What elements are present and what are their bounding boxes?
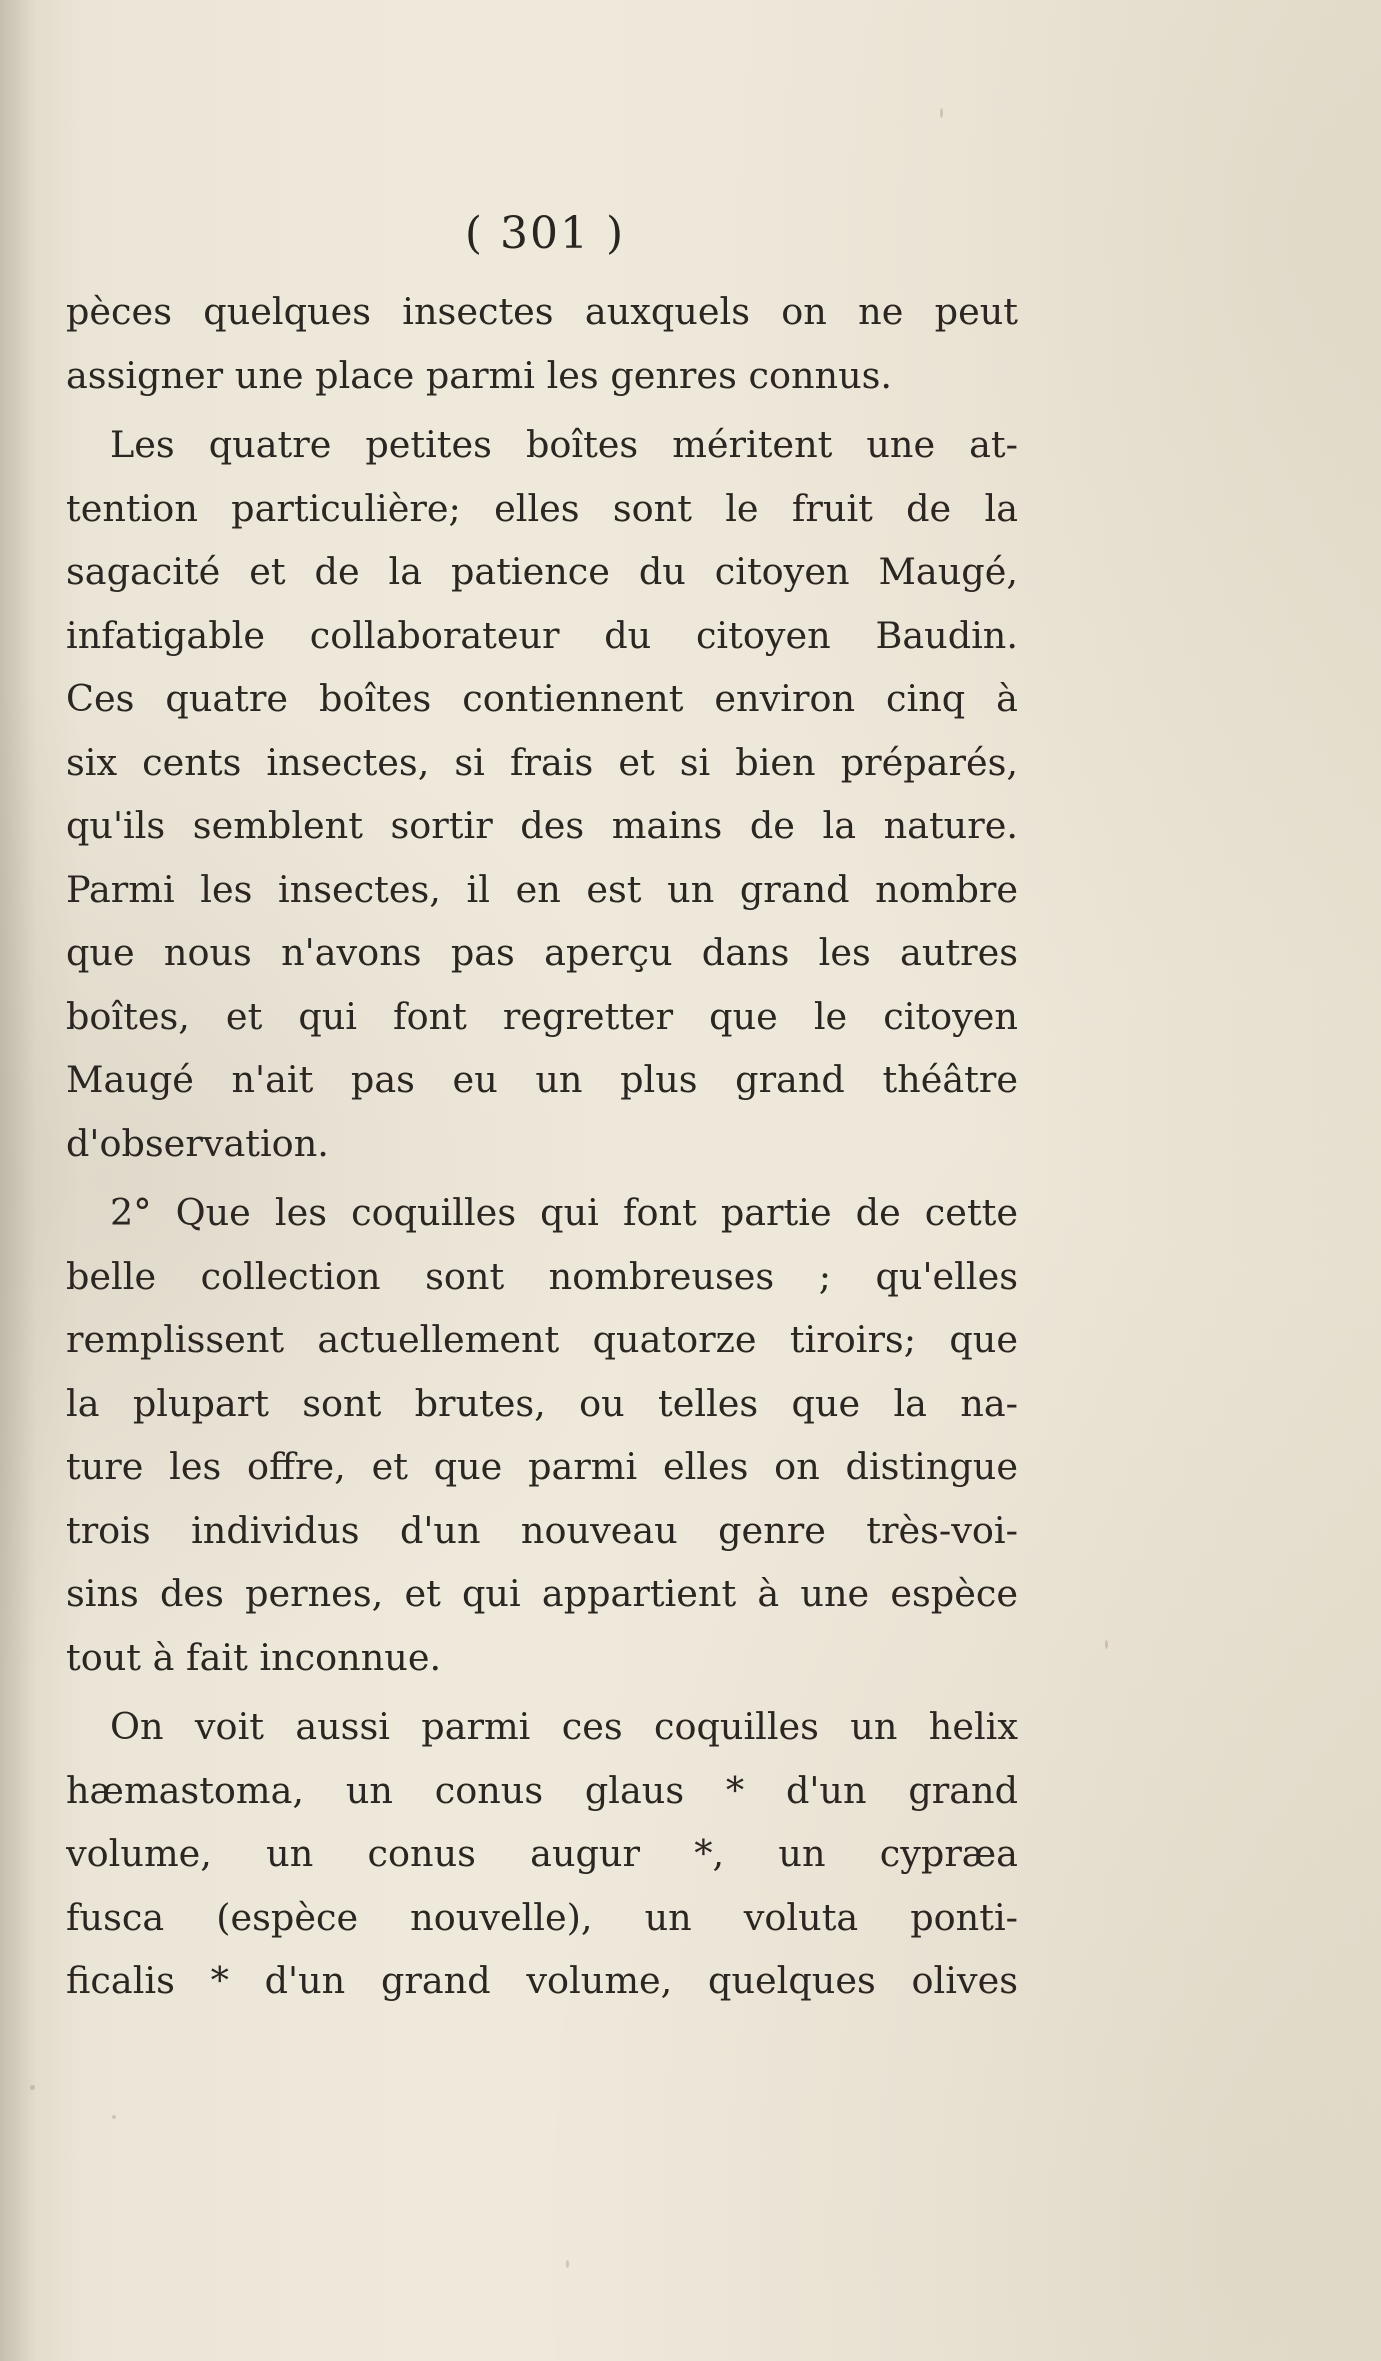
text-line: remplissent actuellement quatorze tiroirs; que [66,1318,1018,1361]
text-line: infatigable collaborateur du citoyen Baudin. [66,613,1018,657]
paragraph-start-line: Les quatre petites boîtes méritent une at- [110,423,1018,466]
text-line: d'observation. [66,1121,329,1165]
text-line: Ces quatre boîtes contiennent environ cinq à [66,677,1018,720]
text-line: Maugé n'ait pas eu un plus grand théâtre [66,1058,1018,1101]
text-line: sagacité et de la patience du citoyen Maugé, [66,550,1018,593]
text-line: six cents insectes, si frais et si bien préparés, [66,740,1018,784]
paragraph-start-line: 2° Que les coquilles qui font partie de cette [110,1191,1018,1234]
page-number: ( 301 ) [464,208,626,259]
text-line: pèces quelques insectes auxquels on ne peut [66,290,1018,333]
text-line: assigner une place parmi les genres connus. [66,353,893,397]
text-line: que nous n'avons pas aperçu dans les autres [66,931,1018,974]
text-line: la plupart sont brutes, ou telles que la na- [66,1381,1018,1425]
paragraph-start-line: On voit aussi parmi ces coquilles un helix [110,1705,1018,1748]
text-line: trois individus d'un nouveau genre très-voi- [66,1508,1018,1552]
paper-spot [566,2260,569,2268]
text-line: tout à fait inconnue. [66,1635,442,1679]
text-line: hæmastoma, un conus glaus * d'un grand [66,1768,1018,1812]
text-line: sins des pernes, et qui appartient à une espèce [66,1572,1018,1615]
paper-spot [940,108,943,118]
text-line: tention particulière; elles sont le fruit de la [66,486,1018,530]
text-line: fusca (espèce nouvelle), un voluta ponti- [66,1895,1018,1939]
text-line: ficalis * d'un grand volume, quelques olives [66,1959,1018,2002]
text-line: volume, un conus augur *, un cypræa [66,1832,1018,1875]
text-line: qu'ils semblent sortir des mains de la nature. [66,804,1018,847]
text-line: belle collection sont nombreuses ; qu'elles [66,1254,1018,1298]
paper-spot [112,2115,116,2119]
gutter-shadow [0,0,36,2361]
text-line: boîtes, et qui font regretter que le citoyen [66,994,1018,1038]
text-line: Parmi les insectes, il en est un grand nombre [66,867,1018,911]
text-line: ture les offre, et que parmi elles on distingue [66,1445,1018,1488]
body-text [66,280,1018,2013]
paper-spot [1105,1640,1108,1649]
paper-spot [30,2085,35,2090]
